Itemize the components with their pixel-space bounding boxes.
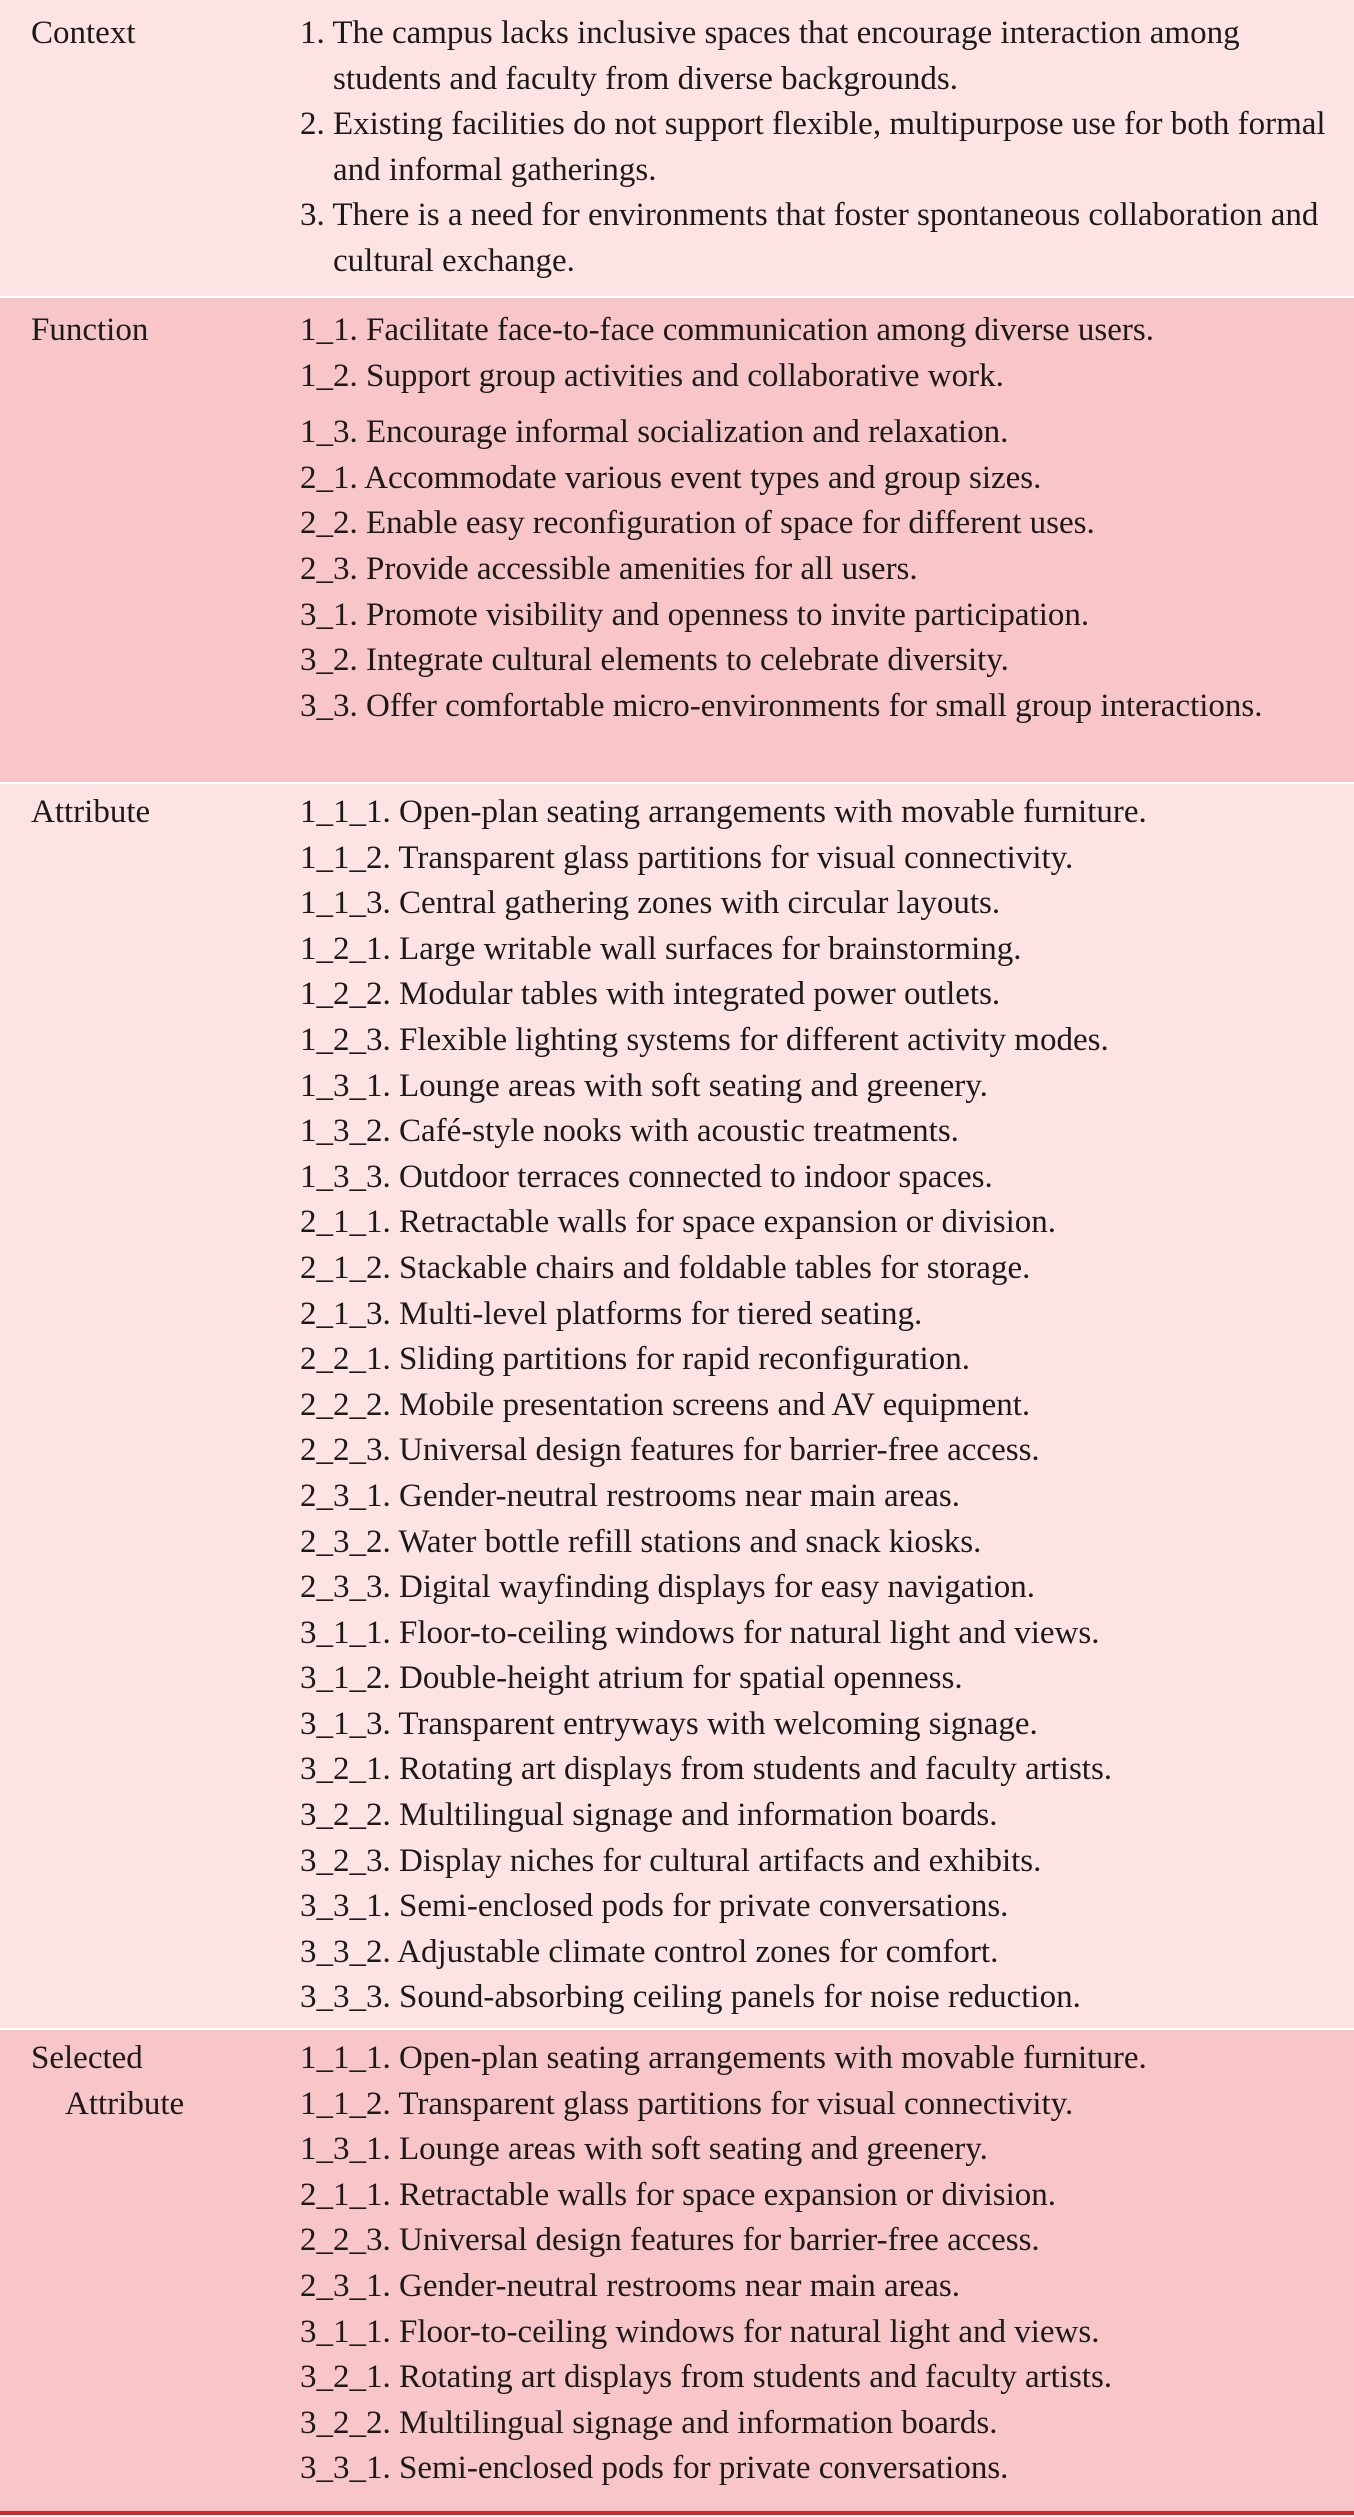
list-item: 2_3_1. Gender-neutral restrooms near main areas. [300,1477,960,1514]
list-item: 2_1_1. Retractable walls for space expansion or division. [300,2176,1057,2213]
list-item: 2_1_3. Multi-level platforms for tiered seating. [300,1295,923,1332]
list-item: 1_3. Encourage informal socialization and relaxation. [300,414,1009,451]
attribute-list [300,790,1340,2021]
list-item: 1_1_3. Central gathering zones with circular layouts. [300,885,1001,922]
list-item: 3_2_2. Multilingual signage and information boards. [300,2404,998,2441]
list-item: 3_2_1. Rotating art displays from students and faculty artists. [300,2359,1113,2396]
list-item: 1_3_2. Café-style nooks with acoustic treatments. [300,1113,959,1150]
selected-attribute-label-line2: Attribute [65,2085,185,2122]
list-item: 2_1_2. Stackable chairs and foldable tables for storage. [300,1249,1031,1286]
list-item: 3_1_3. Transparent entryways with welcoming signage. [300,1705,1038,1742]
list-item: 2_2_1. Sliding partitions for rapid reconfiguration. [300,1341,970,1378]
list-item: 2_3_2. Water bottle refill stations and snack kiosks. [300,1523,982,1560]
list-item: 3_3_1. Semi-enclosed pods for private conversations. [300,1888,1009,1925]
list-item: 1_1_2. Transparent glass partitions for visual connectivity. [300,839,1074,876]
list-item: 3_2_3. Display niches for cultural artifacts and exhibits. [300,1842,1042,1879]
list-item: 1_2. Support group activities and collaborative work. [300,357,1004,394]
attribute-label: Attribute [31,794,151,830]
list-item: 1_1. Facilitate face-to-face communication among diverse users. [300,312,1155,348]
list-item: 2_1. Accommodate various event types and group sizes. [300,459,1042,496]
list-item: 2_3. Provide accessible amenities for all users. [300,550,918,587]
list-item: 2_2. Enable easy reconfiguration of space for different uses. [300,505,1095,542]
list-item: 1_3_1. Lounge areas with soft seating and greenery. [300,1067,988,1104]
function-row [0,298,1354,782]
list-item: 1_3_1. Lounge areas with soft seating and greenery. [300,2131,988,2168]
list-item: 3_3_3. Sound-absorbing ceiling panels for noise reduction. [300,1979,1081,2016]
list-item: 3_2_1. Rotating art displays from students and faculty artists. [300,1751,1113,1788]
selected-attribute-list [300,2036,1340,2492]
list-item: 3_3_1. Semi-enclosed pods for private conversations. [300,2450,1009,2487]
list-item: 3_1_1. Floor-to-ceiling windows for natural light and views. [300,1614,1100,1651]
bottom-rule [0,2511,1354,2515]
list-item: 3_3_2. Adjustable climate control zones for comfort. [300,1933,999,1970]
context-row [0,0,1354,296]
list-item: 1_2_2. Modular tables with integrated power outlets. [300,976,1001,1013]
selected-attribute-label-line1: Selected [31,2040,143,2076]
list-item: 3. There is a need for environments that foster spontaneous collaboration and cultural exchange. [300,197,1319,279]
function-label: Function [31,312,149,348]
list-item: 2_2_3. Universal design features for barrier-free access. [300,2222,1040,2259]
attribute-row [0,784,1354,2028]
list-item: 3_2_2. Multilingual signage and information boards. [300,1797,998,1834]
context-label: Context [31,15,136,51]
list-item: 2_3_1. Gender-neutral restrooms near main areas. [300,2267,960,2304]
list-item: 3_2. Integrate cultural elements to celebrate diversity. [300,642,1009,679]
list-item: 1_2_1. Large writable wall surfaces for brainstorming. [300,930,1022,967]
list-item: 3_1_1. Floor-to-ceiling windows for natural light and views. [300,2313,1100,2350]
list-item: 3_1_2. Double-height atrium for spatial openness. [300,1660,963,1697]
list-item: 1_1_1. Open-plan seating arrangements with movable furniture. [300,794,1147,830]
function-list [300,308,1340,729]
list-item: 2_2_2. Mobile presentation screens and AV equipment. [300,1386,1031,1423]
list-item: 1_1_2. Transparent glass partitions for visual connectivity. [300,2085,1074,2122]
list-item: 2_2_3. Universal design features for barrier-free access. [300,1432,1040,1469]
list-item: 3_1. Promote visibility and openness to invite participation. [300,596,1090,633]
list-item: 2_3_3. Digital wayfinding displays for easy navigation. [300,1569,1036,1606]
list-item: 1_3_3. Outdoor terraces connected to indoor spaces. [300,1158,993,1195]
context-list [300,11,1340,285]
list-item: 3_3. Offer comfortable micro-environments for small group interactions. [300,687,1263,724]
selected-attribute-label [31,2036,184,2127]
list-item: 2_1_1. Retractable walls for space expansion or division. [300,1204,1057,1241]
list-item: 1_1_1. Open-plan seating arrangements with movable furniture. [300,2040,1147,2076]
list-item: 2. Existing facilities do not support flexible, multipurpose use for both formal and informal gatherings. [300,106,1326,188]
selected-attribute-row [0,2030,1354,2511]
list-item: 1. The campus lacks inclusive spaces that encourage interaction among students and faculty from diverse backgrounds. [300,15,1240,97]
list-item: 1_2_3. Flexible lighting systems for different activity modes. [300,1021,1109,1058]
